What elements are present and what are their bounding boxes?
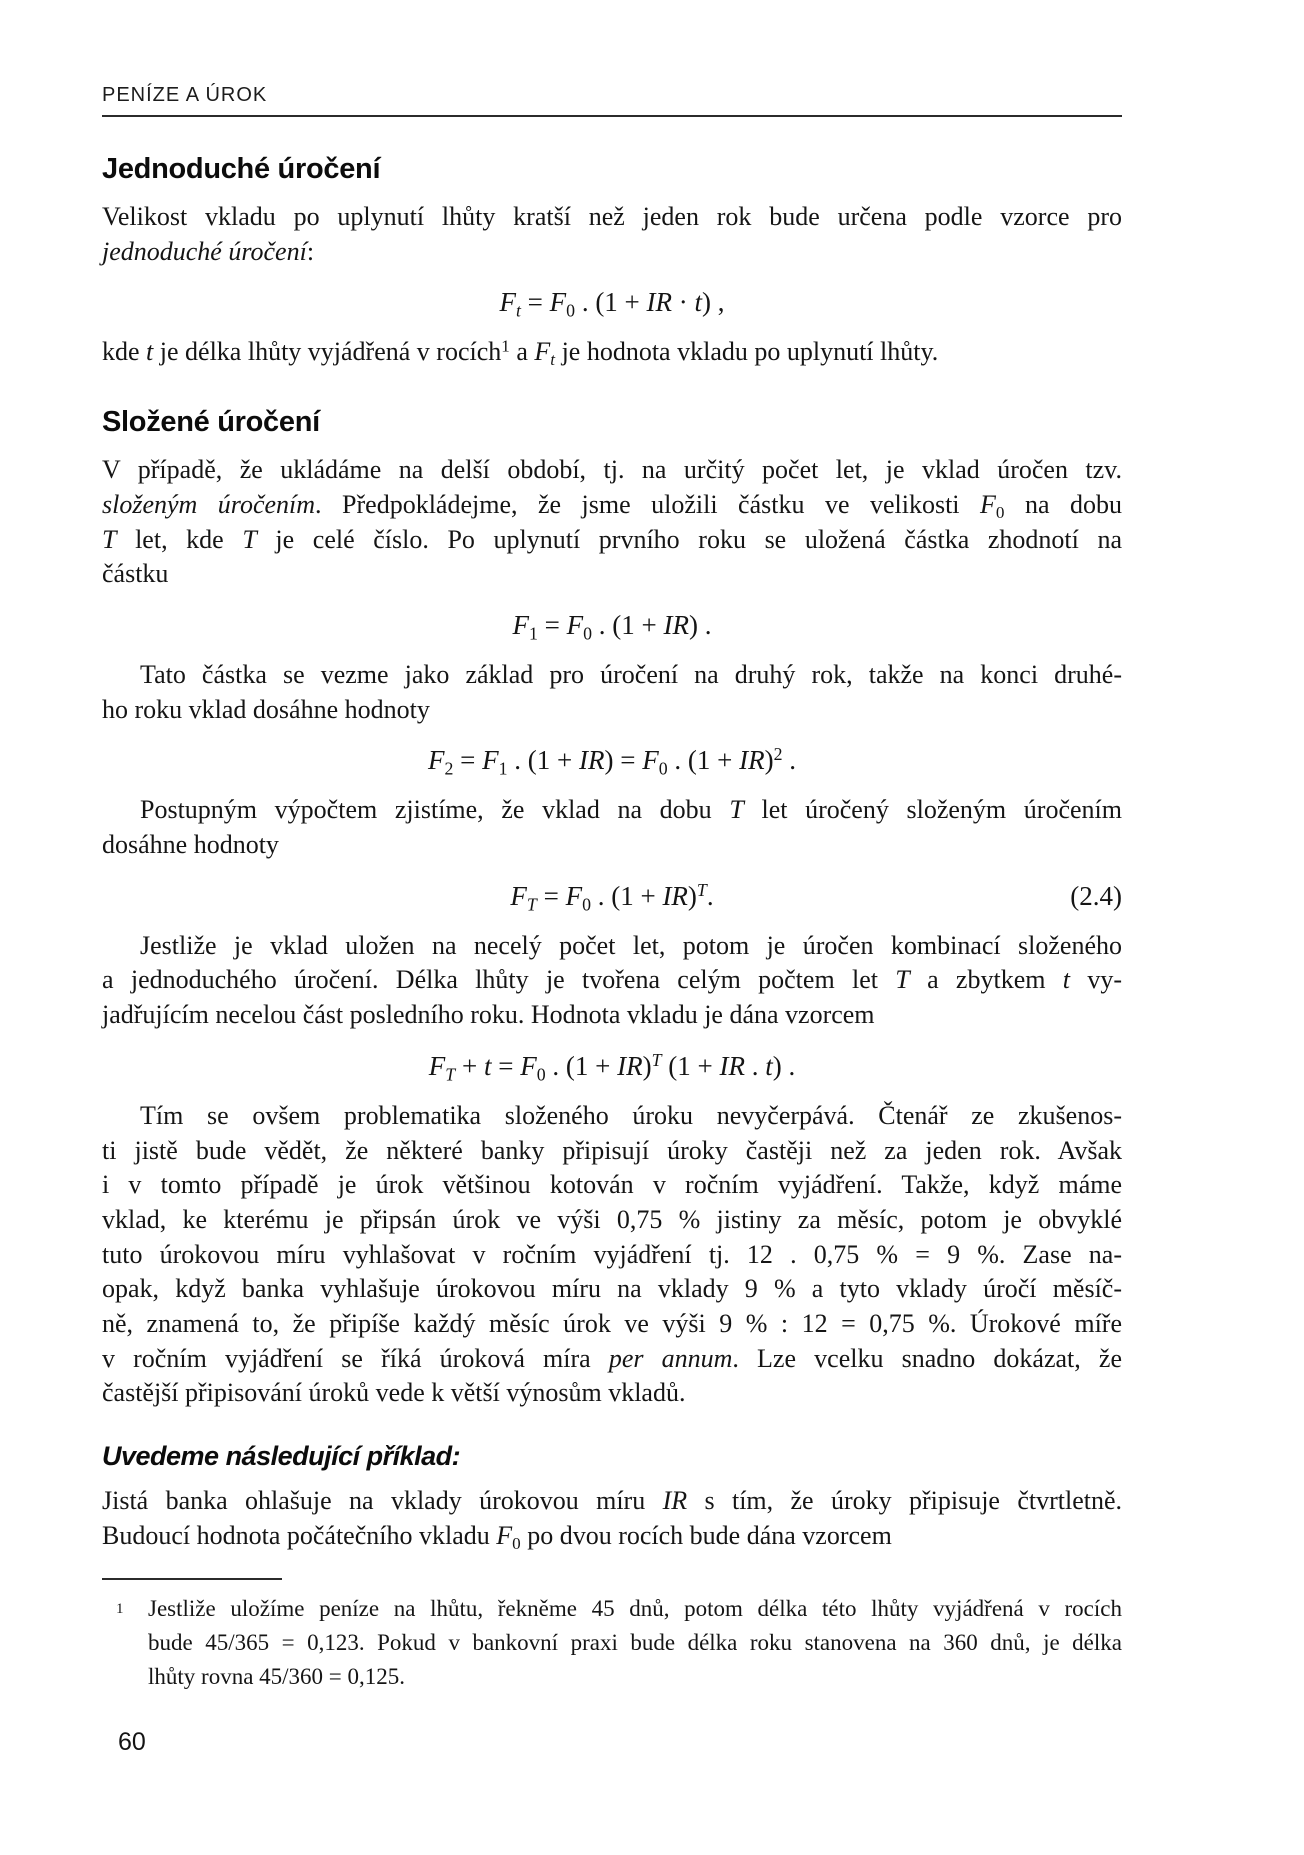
paragraph — [102, 335, 1122, 370]
footnote-lines — [148, 1592, 1122, 1694]
paragraph — [102, 929, 1122, 1033]
text-line: Jestliže je vklad uložen na necelý počet let, potom je úročen kombinací složeného — [140, 930, 1122, 960]
formula: $F_T = F_0$ . (1 + IR)$^T$. — [510, 879, 714, 915]
text-line: ho roku vklad dosáhne hodnoty — [102, 694, 430, 724]
text-line: opak, když banka vyhlašuje úrokovou míru na vklady 9 % a tyto vklady úročí měsíč- — [102, 1274, 1122, 1304]
text-line: Velikost vkladu po uplynutí lhůty kratší než jeden rok bude určena podle vzorce pro — [102, 202, 1122, 231]
text-line: a jednoduchého úročení. Délka lhůty je tvořena celým počtem let T a zbytkem t vy- — [102, 965, 1122, 995]
text-line: V případě, že ukládáme na delší období, tj. na určitý počet let, je vklad úročen tzv. — [102, 455, 1122, 485]
section-heading: Jednoduché úročení — [102, 153, 381, 185]
text-line: ti jistě bude vědět, že některé banky připisují úroky častěji než za jeden rok. Avšak — [102, 1135, 1122, 1165]
text-line: Budoucí hodnota počátečního vkladu $F_0$ po dvou rocích bude dána vzorcem — [102, 1520, 892, 1554]
footnote-marker: 1 — [116, 1600, 124, 1617]
footnote — [102, 1592, 1122, 1694]
formula: $F_2 = F_1$ . $(1 + IR) = F_0$ . (1 + IR)$^2$ . — [428, 744, 796, 779]
footnote-line: Jestliže uložíme peníze na lhůtu, řekněme 45 dnů, potom délka této lhůty vyjádřená v rocích — [148, 1595, 1122, 1621]
text-line: v ročním vyjádření se říká úroková míra per annum. Lze vcelku snadno dokázat, že — [102, 1343, 1122, 1373]
footnote-line: lhůty rovna 45/360 = 0,125. — [148, 1663, 406, 1689]
text-line: vklad, ke kterému je připsán úrok ve výši 0,75 % jistiny za měsíc, potom je obvyklé — [102, 1204, 1122, 1234]
formula: $F_t = F_0$ . (1 + IR · t) , — [499, 287, 725, 321]
header-rule — [102, 115, 1122, 117]
running-head: PENÍZE A ÚROK — [102, 84, 268, 106]
text-line: i v tomto případě je úrok většinou kotován v ročním vyjádření. Takže, když máme — [102, 1170, 1122, 1200]
text-line: jednoduché úročení: — [102, 236, 315, 266]
paragraph — [102, 658, 1122, 727]
text-line: složeným úročením. Předpokládejme, že jsme uložili částku ve velikosti $F_0$ na dobu — [102, 489, 1122, 522]
paragraph — [102, 453, 1122, 592]
text-line: kde t je délka lhůty vyjádřená v rocích$^1$ a $F_t$ je hodnota vkladu po uplynutí lhůty. — [102, 336, 939, 370]
content-blocks — [102, 153, 1122, 1554]
text-line: dosáhne hodnoty — [102, 830, 279, 860]
formula-row — [102, 737, 1122, 783]
example-heading: Uvedeme následující příklad: — [102, 1441, 461, 1472]
section-heading: Složené úročení — [102, 406, 320, 439]
paragraph — [102, 1099, 1122, 1411]
paragraph — [102, 200, 1122, 269]
equation-number: (2.4) — [1070, 880, 1122, 911]
page-number: 60 — [118, 1727, 146, 1756]
paragraph — [102, 1484, 1122, 1553]
formula-row — [102, 873, 1122, 919]
paragraph — [102, 793, 1122, 862]
text-line: Jistá banka ohlašuje na vklady úrokovou míru IR s tím, že úroky připisuje čtvrtletně. — [102, 1486, 1122, 1516]
text-line: částku — [102, 559, 169, 589]
text-line: tuto úrokovou míru vyhlašovat v ročním vyjádření tj. 12 . 0,75 % = 9 %. Zase na- — [102, 1239, 1122, 1269]
text-line: jadřujícím necelou část posledního roku. Hodnota vkladu je dána vzorcem — [102, 1000, 875, 1030]
footnote-block — [102, 1578, 1122, 1694]
formula-row — [102, 279, 1122, 325]
formula: $F_T + t = F_0$ . (1 + IR)$^T$ (1 + IR . t) . — [428, 1049, 796, 1085]
text-line: Postupným výpočtem zjistíme, že vklad na dobu T let úročený složeným úročením — [140, 795, 1122, 825]
text-line: častější připisování úroků vede k větší výnosům vkladů. — [102, 1378, 686, 1408]
footnote-rule — [102, 1578, 282, 1580]
formula: $F_1 = F_0$ . (1 + IR) . — [512, 609, 712, 644]
text-line: ně, znamená to, že připíše každý měsíc úrok ve výši 9 % : 12 = 0,75 %. Úrokové míře — [102, 1309, 1122, 1339]
text-line: Tím se ovšem problematika složeného úroku nevyčerpává. Čtenář ze zkušenos- — [140, 1100, 1122, 1130]
text-line: T let, kde T je celé číslo. Po uplynutí prvního roku se uložená částka zhodnotí na — [102, 524, 1122, 554]
formula-row — [102, 602, 1122, 648]
formula-row — [102, 1043, 1122, 1089]
text-line: Tato částka se vezme jako základ pro úročení na druhý rok, takže na konci druhé- — [140, 659, 1122, 689]
footnote-line: bude 45/365 = 0,123. Pokud v bankovní praxi bude délka roku stanovena na 360 dnů, je délka — [148, 1629, 1122, 1655]
